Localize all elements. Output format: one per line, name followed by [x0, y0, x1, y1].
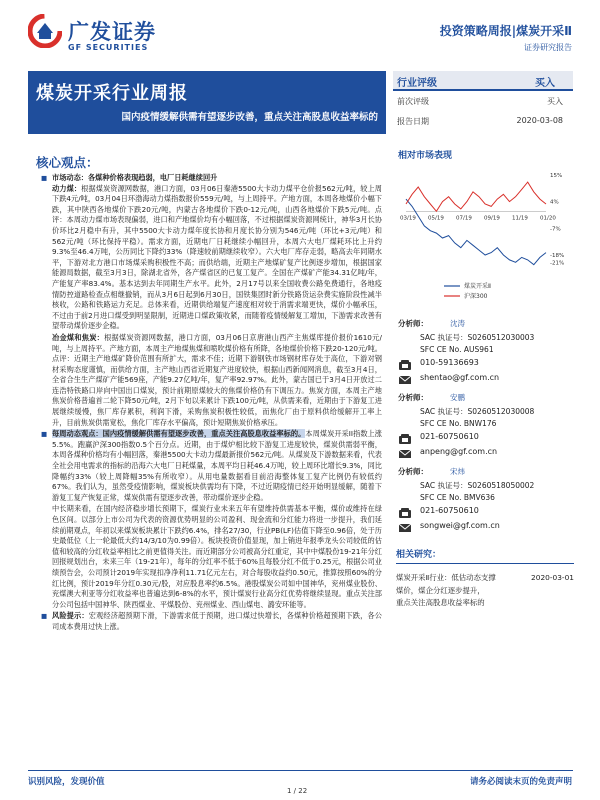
- analyst-label: 分析师： 安鹏: [398, 393, 465, 402]
- rating-box: [393, 71, 573, 134]
- valuation-paragraph: [52, 504, 382, 610]
- x-tick-label: 01/20: [540, 215, 556, 222]
- thermal-coal-text: 根据煤炭资源网数据，港口方面，03月06日秦港5500大卡动力煤平仓价报562元/吨，较上周下跌4元/吨，03月04日环渤海动力煤指数报价559元/吨，与上周持平。产地方面，本周各地煤价小幅下跌，其中陕西各地煤价下跌20元/吨，内蒙古各地煤价下跌0-12元/吨，山西各地煤价下跌5元/吨。点评：本周动力煤市场表现偏弱，进口和产地煤价均有小幅回落，不过根据煤炭资源网统计，神华3月长协价环比2月稳中有升，其中5500大卡动力煤年度长协和月度长协分别为546元/吨（环比+3元/吨）和562元/吨（环比保持平稳）。需求方面，近期电厂日耗继续小幅回升，本周六大电厂煤耗环比上升约9.3%至46.4万吨，公历同比下降约33%（降速较前期继续收窄）。六大电厂库存走弱，略高去年同期水平，下游对北方港口市场煤采购积极性不高；而供给端，近期主产地煤矿复产比例逐步增加，根据国家能源局数据，截至3月3日，除湖北省外，各产煤省区的已复工复产。全国在产煤矿产能34.31亿吨/年，产能复产率83.4%。基本达到去年同期生产水平。此外，2月17号以来全国收费公路免费通行，各地疫情防控道路检查点相继撤销，而从3月6日起到6月30日，国铁集团时新分铁路货运杂费实施阶段性减半核收，公路和铁路运力充足。总体来看，近期供给端复产速度相对较于消需求端更快，煤价小幅承压，不过由于前2月进口煤受到明显限制，近期进口煤政策收紧，而随着疫情缓解复工增加，下游需求改善有望带动煤价逐步企稳。: [52, 183, 382, 331]
- y-tick-label: -18%: [550, 253, 565, 259]
- y-tick-label: 4%: [550, 199, 559, 206]
- footer-disclaimer[interactable]: 请务必阅读末页的免责声明: [469, 777, 572, 787]
- analyst-card-3: [398, 466, 574, 536]
- analyst-phone: 021-60750610: [398, 432, 574, 447]
- series-line-1: [406, 199, 546, 265]
- chart-title: 相对市场表现: [398, 151, 453, 161]
- x-tick-label: 11/19: [512, 215, 528, 222]
- email-icon: [398, 374, 412, 386]
- phone-icon: [398, 359, 412, 371]
- risk-paragraph: [52, 611, 382, 632]
- market-lead: 市场动态：各煤种价格表现趋弱，电厂日耗继续回升: [52, 173, 218, 182]
- logo-text-en: GF SECURITIES: [68, 43, 149, 52]
- previous-rating-row: [393, 91, 573, 111]
- related-research-title: 相关研究：: [396, 547, 574, 564]
- y-tick-label: -21%: [550, 260, 565, 267]
- analyst-sac: SAC 执证号：S0260512030003: [420, 333, 535, 342]
- analyst-phone: 021-60750610: [398, 506, 574, 521]
- previous-rating-label: 前次评级: [397, 97, 429, 106]
- analyst-card-1: [398, 318, 574, 388]
- report-date-row: [393, 111, 573, 131]
- x-tick-label: 05/19: [428, 215, 444, 222]
- footer-slogan: 识别风险，发现价值: [28, 777, 105, 787]
- related-research: [396, 547, 574, 610]
- logo-mark-icon: [28, 14, 62, 48]
- market-paragraph: [52, 173, 382, 332]
- series-line-2: [406, 182, 546, 211]
- weekly-view-text: 本周煤炭开采II指数上涨5.5%。跑赢沪深300指数0.5个百分点。近期，由于煤炉相比较下游复工进度较快，煤炭供需弱平衡，本周各煤种价格均有小幅回落，秦港5500大卡动力煤最新报价562元/吨。从煤炭及下游数据来看，代表全社会用电需求的指标的沿海六大电厂日耗煤量，本周平均日耗46.4万吨，较上周环比增长9.3%，同比降幅约33%（较上周降幅35%有所收窄）。从用电量数据看目前沿海整体复工复产比例仍有较低约67%。我们认为，虽然受疫情影响，煤炭板块供需均有下降，不过近期疫情已经开始明显缓解，随着下游复工复产恢复正常，煤炭供需有望逐步改善，带动煤价逐步企稳。: [52, 429, 382, 502]
- analyst-sfc: SFC CE No. AUS961: [420, 345, 494, 354]
- footer-divider: [28, 770, 573, 771]
- weekly-view-paragraph: [52, 429, 382, 503]
- coking-paragraph: [52, 333, 382, 428]
- x-tick-label: 09/19: [484, 215, 500, 222]
- company-logo: [28, 14, 168, 58]
- core-points-body: [52, 173, 382, 634]
- analyst-name: 宋炜: [450, 467, 465, 476]
- title-banner: [28, 71, 386, 134]
- thermal-coal-label: 动力煤：: [52, 183, 82, 193]
- weekly-view-lead: 每周动态观点：国内疫情缓解供需有望逐步改善，重点关注高股息收益率标的。: [52, 429, 306, 439]
- analyst-sac: SAC 执证号：S0260518050002: [420, 481, 535, 490]
- email-icon: [398, 448, 412, 460]
- analyst-sfc: SFC CE No. BMV636: [420, 493, 495, 502]
- legend-label-1: 煤炭开采Ⅱ: [464, 283, 491, 290]
- y-tick-label: -7%: [550, 226, 561, 233]
- y-tick-label: 15%: [550, 172, 563, 179]
- analyst-sac: SAC 执证号：S0260512030008: [420, 407, 535, 416]
- risk-text: 宏观经济超预期下滑，下游需求低于预期，进口煤过快增长，各煤种价格超预期下跌，各公司成本费用过快上涨。: [52, 611, 382, 631]
- x-tick-label: 03/19: [400, 215, 416, 222]
- coking-coal-text: 根据煤炭资源网数据，港口方面，03月06日京唐港山西产主焦煤库提价报价1610元/吨，与上周持平。产地方面，本周主产地煤焦煤和喷吹煤价格有所降，各地煤价价格下跌20-120元/吨。点评：近期主产地煤矿降价范围有所扩大，需求不佳；近期下游钢铁市场钢材库存处于高位，下游对钢材采购态度谨慎，而供给方面，主产地山西省近期复产进度较快，根据山西新闻网消息，截至3月4日，全省合生生产煤矿产能569座，产能9.27亿吨/年，复产率92.97%。此外，蒙古国已于3月4日开放过二连浩特铁路口岸向中国出口煤炭，预计前期原煤较大的焦煤价格仍有下调压力。焦炭方面，本周主产地焦炭价格普遍首二轮下降50元/吨，2月下旬以来累计下跌100元/吨，从供需来看，近期由于下游复工进展继续缓慢，焦厂库存累积，利润下滑，采购焦炭积极性较低，而焦化厂由于原料供给缓解开工率上升，目前焦炭供需宽松，焦化厂库存水平偏高，预计短期焦炭价格承压。: [52, 332, 382, 427]
- analyst-label: 分析师： 沈涛: [398, 319, 465, 328]
- legend-label-2: 沪深300: [464, 293, 488, 300]
- rating-header: [393, 71, 573, 91]
- analyst-phone: 010-59136693: [398, 358, 574, 373]
- phone-icon: [398, 507, 412, 519]
- analyst-name: 安鹏: [450, 393, 465, 402]
- analyst-sfc: SFC CE No. BNW176: [420, 419, 497, 428]
- related-item[interactable]: 煤炭开采Ⅱ行业：低估动态支撑 2020-03-01: [396, 573, 574, 582]
- report-category: 证券研究报告: [524, 43, 572, 52]
- report-date-label: 报告日期: [397, 117, 429, 126]
- page-number: 1 / 22: [287, 787, 308, 795]
- core-points-title: 核心观点：: [36, 155, 99, 170]
- related-item[interactable]: 重点关注高股息收益率标的: [396, 598, 485, 607]
- coking-coal-label: 冶金煤和焦炭：: [52, 332, 105, 342]
- phone-icon: [398, 433, 412, 445]
- page-header: [0, 0, 600, 66]
- analyst-name: 沈涛: [450, 319, 465, 328]
- report-title: 煤炭开采行业周报: [36, 83, 188, 104]
- logo-text-cn: 广发证券: [68, 20, 156, 44]
- valuation-text: 中长期来看，在国内经济稳步增长预期下，煤炭行业未来五年有望维持供需基本平衡，煤价或维持在绿色区间。以部分上市公司为代表的资源优势明显的公司盈利、现金流和分红能力将进一步提升，我们延续前期观点，年初以来煤炭板块累计下跌约6.4%，排名27/30，行业PB(LF)估值下降至0.96倍，处于历史最低位（上一轮最低大约14/3/10为0.99倍）。板块投资价值显现，加上销进年报季龙头公司较低的估值和较高的分红收益率相比之前更值得关注。而近期部分公司被高分红重定，其中中煤股份19-21年分红回报规划出台，未来三年（19-21年），每年的分红率不低于60%且每股分红不低于0.25元，根据公司业绩预告会，公司预计2019年实现扣净净利11.71亿元左右，对合每股收益约0.50元，推算按照60%的分红比例，预计2019年分红0.30元/股，对应股息率约6.5%。港股煤炭公司如中国神华，兖州煤业股份、兖煤澳大利亚等分红收益率也普遍达到6-8%的水平，预计煤炭行业高分红优势将继续显现。重点关注部分公司包括中国神华、陕西煤业、平煤股份、兖州煤业、西山煤电、潞安环能等。: [52, 504, 382, 609]
- x-tick-label: 07/19: [456, 215, 472, 222]
- analyst-card-2: [398, 392, 574, 462]
- report-date-value: 2020-03-08: [516, 116, 563, 125]
- relative-performance-chart: [398, 162, 573, 312]
- analyst-email[interactable]: shentao@gf.com.cn: [398, 373, 574, 388]
- analyst-email[interactable]: songwei@gf.com.cn: [398, 521, 574, 536]
- rating-label: 行业评级: [397, 78, 437, 89]
- report-subtitle: 国内疫情缓解供需有望逐步改善，重点关注高股息收益率标的: [121, 112, 378, 123]
- risk-label: 风险提示：: [52, 611, 89, 621]
- rating-value: 买入: [535, 78, 555, 89]
- analyst-email[interactable]: anpeng@gf.com.cn: [398, 447, 574, 462]
- report-type: 投资策略周报|煤炭开采Ⅱ: [439, 24, 572, 38]
- previous-rating-value: 买入: [547, 97, 563, 106]
- related-item[interactable]: 煤价，煤企分红逐步提升，: [396, 585, 485, 595]
- email-icon: [398, 522, 412, 534]
- analyst-label: 分析师： 宋炜: [398, 467, 465, 476]
